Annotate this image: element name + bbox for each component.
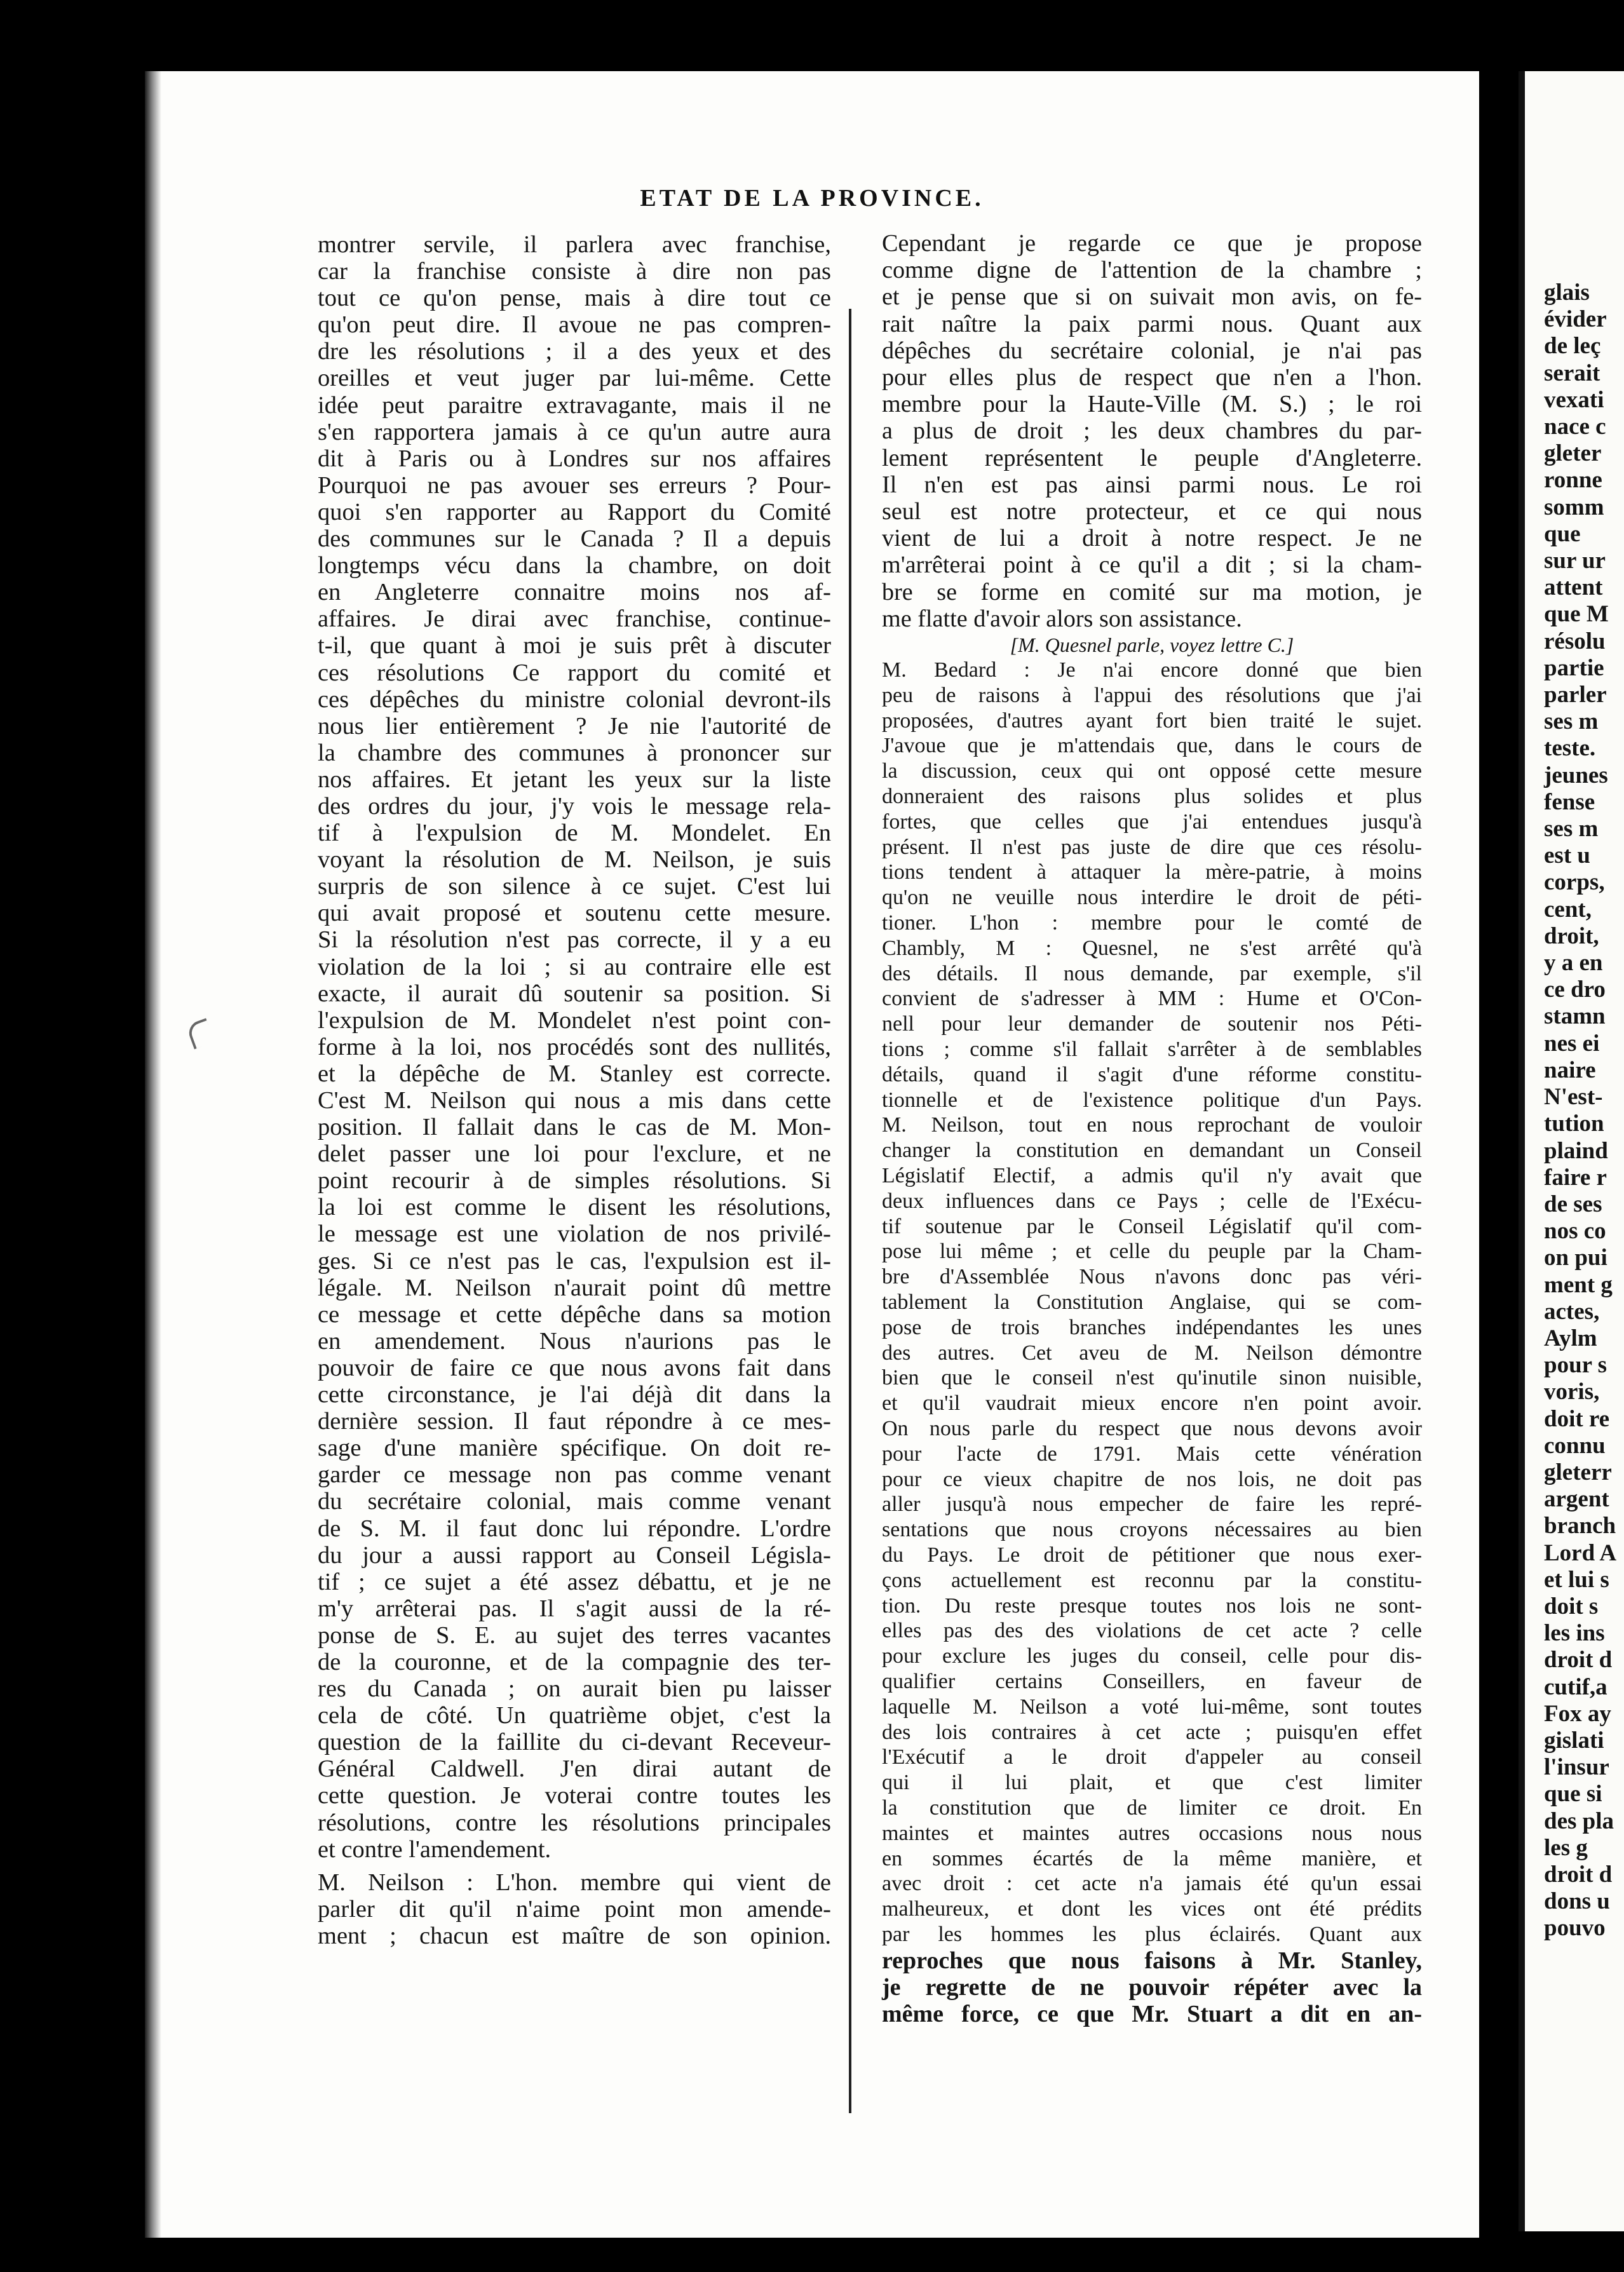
fragment-line: stamn	[1544, 1003, 1606, 1030]
text-line: qualifier certains Conseillers, en faveur de	[882, 1669, 1422, 1693]
fragment-line: voris,	[1544, 1379, 1600, 1405]
fragment-line: argent	[1544, 1486, 1609, 1513]
text-line: exacte, il aurait dû soutenir sa position. Si	[318, 980, 831, 1007]
text-line: car la franchise consiste à dire non pas	[318, 258, 831, 285]
speaker-note: [M. Quesnel parle, voyez lettre C.]	[1010, 633, 1294, 657]
text-line: des lois contraires à cet acte ; puisqu'en effet	[882, 1720, 1422, 1744]
text-line: en Angleterre connaitre moins nos af-	[318, 579, 831, 606]
text-line: violation de la loi ; si au contraire elle est	[318, 953, 831, 980]
text-line: Législatif Electif, a admis qu'il n'y avait que	[882, 1163, 1422, 1187]
fragment-line: fense	[1544, 788, 1595, 815]
fragment-line: partie	[1544, 654, 1604, 681]
text-line: détails, quand il s'agit d'une réforme constitu-	[882, 1062, 1422, 1086]
fragment-line: de leç	[1544, 333, 1601, 360]
column-rule	[849, 309, 851, 2113]
text-line: comme digne de l'attention de la chambre ;	[882, 257, 1422, 284]
fragment-line: somm	[1544, 494, 1604, 520]
text-line: la constitution que de limiter ce droit. En	[882, 1795, 1422, 1820]
text-line: parler dit qu'il n'aime point mon amende-	[318, 1895, 831, 1923]
text-line: rait naître la paix parmi nous. Quant aux	[882, 310, 1422, 337]
fragment-line: tution	[1544, 1111, 1604, 1137]
text-line: dernière session. Il faut répondre à ce mes-	[318, 1408, 831, 1435]
text-line: de la couronne, et de la compagnie des ter-	[318, 1648, 831, 1675]
text-line: fortes, que celles que j'ai entendues jusqu'à	[882, 809, 1422, 834]
fragment-line: droit,	[1544, 923, 1599, 949]
text-line: garder ce message non pas comme venant	[318, 1461, 831, 1489]
text-line: voyant la résolution de M. Neilson, je suis	[318, 846, 831, 874]
text-line: en sommes écartés de la même manière, et	[882, 1846, 1422, 1870]
text-line: de S. M. il faut donc lui répondre. L'ordre	[318, 1515, 831, 1542]
fragment-line: N'est-	[1544, 1084, 1603, 1111]
text-line: vient de lui a droit à notre respect. Je ne	[882, 525, 1422, 552]
text-line: résolutions, contre les résolutions principales	[318, 1809, 831, 1836]
fragment-line: droit d	[1544, 1647, 1613, 1674]
text-line: pour l'acte de 1791. Mais cette vénération	[882, 1442, 1422, 1466]
text-line: çons actuellement est reconnu par la constitu-	[882, 1568, 1422, 1592]
fragment-line: que si	[1544, 1781, 1602, 1808]
text-line: affaires. Je dirai avec franchise, continue-	[318, 605, 831, 633]
fragment-line: sur ur	[1544, 548, 1606, 574]
text-line: proposées, d'autres ayant fort bien traité le sujet.	[882, 708, 1422, 733]
text-line: M. Neilson, tout en nous reprochant de vouloir	[882, 1113, 1422, 1137]
text-line: dépêches du secrétaire colonial, je n'ai pas	[882, 337, 1422, 364]
fragment-line: teste.	[1544, 735, 1596, 762]
text-line: cette question. Je voterai contre toutes les	[318, 1782, 831, 1809]
fragment-line: cutif,a	[1544, 1674, 1607, 1700]
text-line: ponse de S. E. au sujet des terres vacantes	[318, 1621, 831, 1649]
fragment-line: de ses	[1544, 1191, 1602, 1217]
fragment-line: glais	[1544, 280, 1590, 306]
text-line: je regrette de ne pouvoir répéter avec la	[882, 1973, 1422, 2001]
text-line: lement représentent le peuple d'Angleterre.	[882, 444, 1422, 471]
fragment-line: les g	[1544, 1834, 1588, 1861]
text-line: forme à la loi, nos procédés sont des nullités,	[318, 1033, 831, 1060]
fragment-line: Lord A	[1544, 1539, 1617, 1566]
fragment-line: cent,	[1544, 896, 1592, 923]
left-column	[318, 231, 831, 1949]
text-line: pose de trois branches indépendantes les unes	[882, 1315, 1422, 1339]
text-line: cette circonstance, je l'ai déjà dit dans la	[318, 1381, 831, 1409]
fragment-line: attent	[1544, 574, 1603, 601]
text-line: convient de s'adresser à MM : Hume et O'Con-	[882, 987, 1422, 1011]
text-line: la discussion, ceux qui ont opposé cette mesure	[882, 759, 1422, 783]
fragment-line: y a en	[1544, 950, 1603, 977]
text-line: Général Caldwell. J'en dirai autant de	[318, 1755, 831, 1783]
fragment-line: que M	[1544, 601, 1609, 628]
text-line: du Pays. Le droit de pétitioner que nous exer-	[882, 1543, 1422, 1567]
text-line: présent. Il n'est pas juste de dire que ces résolu-	[882, 835, 1422, 859]
text-line: M. Neilson : L'hon. membre qui vient de	[318, 1869, 831, 1896]
text-line: s'en rapportera jamais à ce qu'un autre aura	[318, 418, 831, 445]
text-line: légale. M. Neilson n'aurait point dû mettre	[318, 1274, 831, 1301]
text-line: et contre l'amendement.	[318, 1836, 551, 1863]
text-line: membre pour la Haute-Ville (M. S.) ; le roi	[882, 391, 1422, 418]
fragment-line: dons u	[1544, 1888, 1610, 1915]
text-line: Cependant je regarde ce que je propose	[882, 230, 1422, 257]
next-page-strip	[1519, 71, 1624, 2231]
text-line: pour ce vieux chapitre de nos lois, ne doit pas	[882, 1467, 1422, 1491]
text-line: tionnelle et de l'existence politique d'un Pays.	[882, 1088, 1422, 1112]
text-line: me flatte d'avoir alors son assistance.	[882, 605, 1242, 632]
right-column	[882, 230, 1422, 2027]
text-line: dit à Paris ou à Londres sur nos affaires	[318, 445, 831, 472]
text-line: malheureux, et dont les vices ont été prédits	[882, 1897, 1422, 1921]
fragment-line: doit s	[1544, 1593, 1599, 1619]
text-line: en amendement. Nous n'aurions pas le	[318, 1327, 831, 1355]
text-line: des ordres du jour, j'y vois le message rela-	[318, 792, 831, 820]
fragment-line: vexati	[1544, 386, 1604, 413]
text-line: pour elles plus de respect que n'en a l'hon.	[882, 364, 1422, 391]
fragment-line: serait	[1544, 360, 1600, 386]
text-line: ce message et cette dépêche dans sa motion	[318, 1301, 831, 1328]
text-line: aller jusqu'à nous empecher de faire les repré-	[882, 1492, 1422, 1517]
text-line: l'expulsion de M. Mondelet n'est point con-	[318, 1006, 831, 1034]
text-line: maintes et maintes autres occasions nous nous	[882, 1821, 1422, 1845]
text-line: tif ; ce sujet a été assez débattu, et je ne	[318, 1568, 831, 1595]
text-line: a plus de droit ; les deux chambres du par-	[882, 417, 1422, 445]
text-line: tioner. L'hon : membre pour le comté de	[882, 911, 1422, 935]
fragment-line: droit d	[1544, 1861, 1613, 1888]
fragment-line: ce dro	[1544, 977, 1606, 1003]
text-line: des détails. Il nous demande, par exemple, s'il	[882, 961, 1422, 985]
text-line: même force, ce que Mr. Stuart a dit en an-	[882, 2000, 1422, 2027]
fragment-line: des pla	[1544, 1808, 1614, 1834]
fragment-line: et lui s	[1544, 1566, 1609, 1593]
fragment-line: résolu	[1544, 628, 1606, 654]
text-line: question de la faillite du ci-devant Receveur-	[318, 1729, 831, 1756]
text-line: pose lui même ; et celle du peuple par la Cham-	[882, 1240, 1422, 1264]
text-line: res du Canada ; on aurait bien pu laisser	[318, 1675, 831, 1703]
fragment-line: ses m	[1544, 816, 1599, 842]
running-head: ETAT DE LA PROVINCE.	[640, 185, 984, 212]
text-line: bre se forme en comité sur ma motion, je	[882, 578, 1422, 605]
text-line: nell pour leur demander de soutenir nos Péti-	[882, 1012, 1422, 1036]
text-line: tif à l'expulsion de M. Mondelet. En	[318, 820, 831, 847]
text-line: ces dépêches du ministre colonial devront-ils	[318, 686, 831, 713]
text-line: avec droit : cet acte n'a jamais été qu'un essai	[882, 1872, 1422, 1896]
fragment-line: naire	[1544, 1057, 1596, 1083]
text-line: tions tendent à attaquer la mère-patrie, à moins	[882, 860, 1422, 884]
text-line: seul est notre protecteur, et ce qui nous	[882, 498, 1422, 525]
text-line: et la dépêche de M. Stanley est correcte.	[318, 1060, 831, 1087]
text-line: des autres. Cet aveu de M. Neilson démontre	[882, 1341, 1422, 1365]
fragment-line: Aylm	[1544, 1325, 1597, 1351]
text-line: ces résolutions Ce rapport du comité et	[318, 659, 831, 686]
fragment-line: parler	[1544, 682, 1607, 708]
fragment-line: évider	[1544, 306, 1607, 333]
text-line: laquelle M. Neilson a voté lui-même, sont toutes	[882, 1694, 1422, 1719]
text-line: pour exclure les juges du conseil, celle pour dis-	[882, 1644, 1422, 1668]
page-curl-mark	[186, 1018, 215, 1049]
fragment-line: ses m	[1544, 708, 1599, 735]
fragment-line: l'insur	[1544, 1754, 1609, 1781]
text-line: tout ce qu'on pense, mais à dire tout ce	[318, 285, 831, 312]
fragment-line: gislati	[1544, 1727, 1604, 1754]
text-line: qu'on peut dire. Il avoue ne pas compren-	[318, 311, 831, 339]
text-line: changer la constitution en demandant un Conseil	[882, 1139, 1422, 1163]
fragment-line: nes ei	[1544, 1030, 1600, 1057]
text-line: dre les résolutions ; il a des yeux et des	[318, 338, 831, 365]
fragment-line: connu	[1544, 1432, 1606, 1459]
fragment-line: est u	[1544, 842, 1590, 869]
text-line: Si la résolution n'est pas correcte, il y a eu	[318, 926, 831, 954]
text-line: tif soutenue par le Conseil Législatif qu'il com-	[882, 1214, 1422, 1238]
text-line: des communes sur le Canada ? Il a depuis	[318, 525, 831, 553]
text-line: pouvoir de faire ce que nous avons fait dans	[318, 1354, 831, 1381]
text-line: par les hommes les plus éclairés. Quant aux	[882, 1922, 1422, 1946]
fragment-line: Fox ay	[1544, 1700, 1611, 1727]
text-line: et je pense que si on suivait mon avis, on fe-	[882, 283, 1422, 311]
text-line: bien que le conseil n'est qu'inutile sinon nuisible,	[882, 1366, 1422, 1390]
text-line: tion. Du reste presque toutes nos lois ne sont-	[882, 1593, 1422, 1618]
text-line: quoi s'en rapporter au Rapport du Comité	[318, 498, 831, 525]
text-line: nos affaires. Et jetant les yeux sur la liste	[318, 766, 831, 793]
text-line: sage d'une manière spécifique. On doit re-	[318, 1435, 831, 1462]
text-line: tablement la Constitution Anglaise, qui se com-	[882, 1290, 1422, 1314]
fragment-line: jeunes	[1544, 762, 1608, 788]
fragment-line: branch	[1544, 1513, 1616, 1539]
text-line: nous lier entièrement ? Je nie l'autorité de	[318, 712, 831, 740]
text-line: peu de raisons à l'appui des résolutions que j'ai	[882, 683, 1422, 707]
text-line: idée peut paraitre extravagante, mais il ne	[318, 391, 831, 419]
text-line: donneraient des raisons plus solides et plus	[882, 785, 1422, 809]
text-line: l'Exécutif a le droit d'appeler au conseil	[882, 1745, 1422, 1769]
text-line: la loi est comme le disent les résolutions,	[318, 1194, 831, 1221]
text-line: elles pas des des violations de cet acte ? celle	[882, 1619, 1422, 1643]
fragment-line: pour s	[1544, 1352, 1607, 1379]
fragment-line: nos co	[1544, 1218, 1606, 1245]
fragment-line: ment g	[1544, 1271, 1613, 1298]
text-line: longtemps vécu dans la chambre, on doit	[318, 552, 831, 579]
fragment-line: on pui	[1544, 1245, 1607, 1271]
fragment-line: faire r	[1544, 1164, 1607, 1191]
fragment-line: ronne	[1544, 467, 1602, 494]
fragment-line: nace c	[1544, 414, 1606, 440]
text-line: Pourquoi ne pas avouer ses erreurs ? Pour-	[318, 471, 831, 499]
fragment-line: plaind	[1544, 1137, 1608, 1164]
text-line: oreilles et veut juger par lui-même. Cette	[318, 365, 831, 392]
text-line: cela de côté. Un quatrième objet, c'est la	[318, 1702, 831, 1729]
text-line: qui avait proposé et soutenu cette mesure.	[318, 900, 831, 927]
text-line: montrer servile, il parlera avec franchise,	[318, 231, 831, 258]
fragment-line: gleterr	[1544, 1459, 1612, 1485]
text-line: m'y arrêterai pas. Il s'agit aussi de la ré-	[318, 1595, 831, 1622]
text-line: qu'on ne veuille nous interdire le droit de péti-	[882, 886, 1422, 910]
text-line: du jour a aussi rapport au Conseil Législa-	[318, 1541, 831, 1569]
next-page-fragments	[1544, 280, 1624, 1942]
text-line: t-il, que quant à moi je suis prêt à discuter	[318, 632, 831, 659]
fragment-line: corps,	[1544, 869, 1605, 896]
text-line: delet passer une loi pour l'exclure, et ne	[318, 1140, 831, 1168]
text-line: le message est une violation de nos privilé-	[318, 1221, 831, 1248]
book-page	[145, 71, 1479, 2238]
text-line: M. Bedard : Je n'ai encore donné que bien	[882, 658, 1422, 682]
text-line: la chambre des communes à prononcer sur	[318, 739, 831, 766]
text-line: qui il lui plait, et que c'est limiter	[882, 1771, 1422, 1795]
text-line: et qu'il vaudrait mieux encore n'en point avoir.	[882, 1391, 1422, 1416]
text-line: On nous parle du respect que nous devons avoir	[882, 1416, 1422, 1440]
text-line: C'est M. Neilson qui nous a mis dans cette	[318, 1087, 831, 1114]
fragment-line: les ins	[1544, 1620, 1605, 1647]
text-line: tions ; comme s'il fallait s'arrêter à de semblables	[882, 1038, 1422, 1061]
text-line: du secrétaire colonial, mais comme venant	[318, 1488, 831, 1515]
text-line: reproches que nous faisons à Mr. Stanley,	[882, 1947, 1422, 1974]
text-line: ges. Si ce n'est pas le cas, l'expulsion est il-	[318, 1247, 831, 1275]
fragment-line: actes,	[1544, 1298, 1600, 1325]
text-line: point recourir à de simples résolutions. Si	[318, 1167, 831, 1194]
text-line: deux influences dans ce Pays ; celle de l'Exécu-	[882, 1189, 1422, 1213]
fragment-line: pouvo	[1544, 1915, 1606, 1942]
text-line: bre d'Assemblée Nous n'avons donc pas véri-	[882, 1265, 1422, 1289]
text-line: surpris de son silence à ce sujet. C'est lui	[318, 873, 831, 900]
text-line: m'arrêterai point à ce qu'il a dit ; si la cham-	[882, 551, 1422, 579]
text-line: Il n'en est pas ainsi parmi nous. Le roi	[882, 471, 1422, 498]
text-line: sentations que nous croyons nécessaires au bien	[882, 1518, 1422, 1542]
text-line: J'avoue que je m'attendais que, dans le cours de	[882, 734, 1422, 758]
fragment-line: doit re	[1544, 1405, 1610, 1432]
fragment-line: que	[1544, 520, 1581, 547]
text-line: Chambly, M : Quesnel, ne s'est arrêté qu'à	[882, 936, 1422, 960]
text-line: ment ; chacun est maître de son opinion.	[318, 1922, 831, 1949]
fragment-line: gleter	[1544, 440, 1602, 467]
text-line: position. Il fallait dans le cas de M. Mon-	[318, 1114, 831, 1141]
